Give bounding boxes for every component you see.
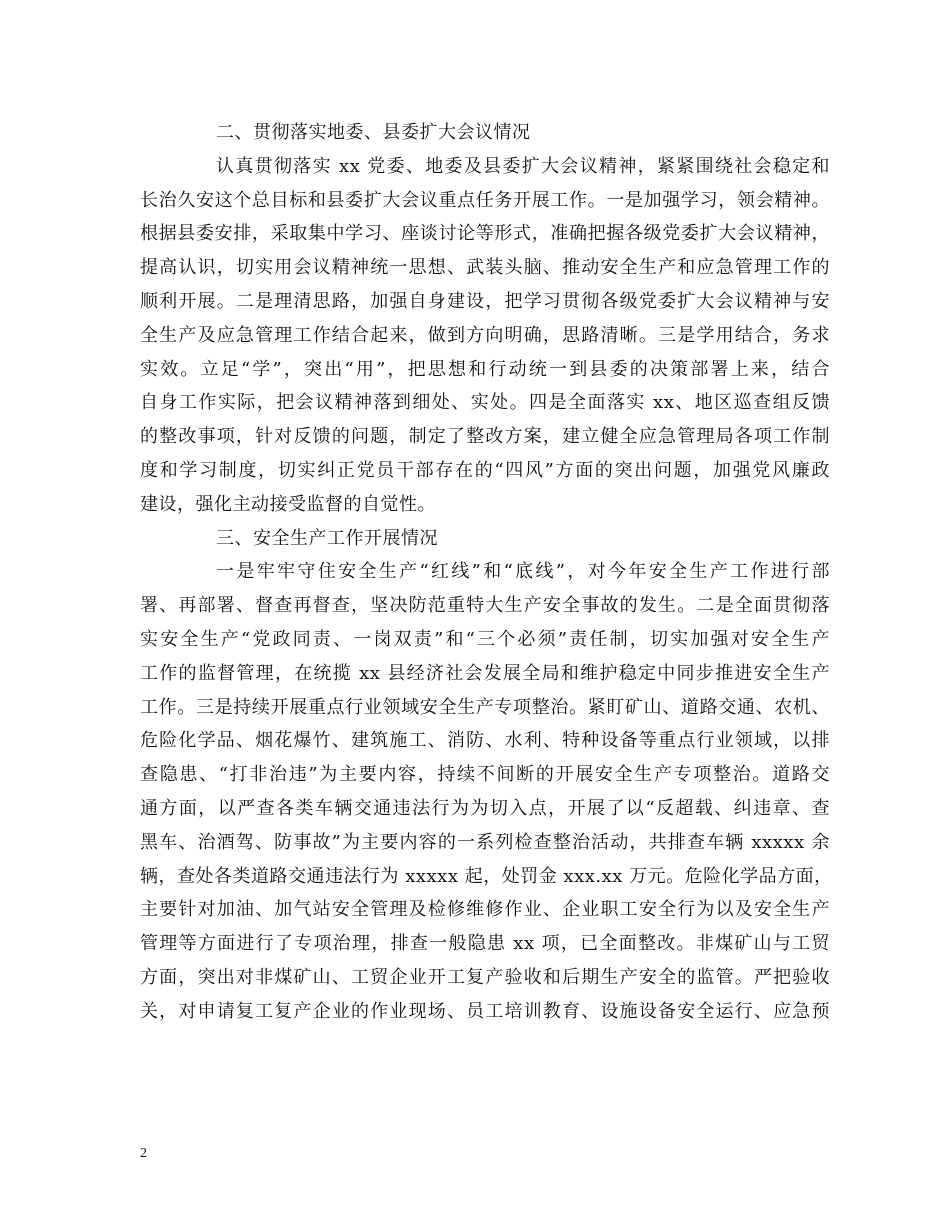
paragraph-line: 长治久安这个总目标和县委扩大会议重点任务开展工作。一是加强学习，领会精神。 <box>140 189 830 211</box>
paragraph-line: 危险化学品、烟花爆竹、建筑施工、消防、水利、特种设备等重点行业领域，以排 <box>140 730 830 752</box>
paragraph-line: 实效。立足“学”，突出“用”，把思想和行动统一到县委的决策部署上来，结合 <box>140 358 830 380</box>
paragraph-line: 署、再部署、督查再督查，坚决防范重特大生产安全事故的发生。二是全面贯彻落 <box>140 595 830 617</box>
paragraph-line: 建设，强化主动接受监督的自觉性。 <box>140 493 436 515</box>
paragraph-line: 一是牢牢守住安全生产“红线”和“底线”，对今年安全生产工作进行部 <box>216 561 830 583</box>
paragraph-line: 自身工作实际，把会议精神落到细处、实处。四是全面落实 xx、地区巡查组反馈 <box>140 392 830 414</box>
page-number: 2 <box>140 1146 147 1161</box>
paragraph-line: 查隐患、“打非治违”为主要内容，持续不间断的开展安全生产专项整治。道路交 <box>140 764 830 786</box>
paragraph-line: 主要针对加油、加气站安全管理及检修维修作业、企业职工安全行为以及安全生产 <box>140 899 830 921</box>
section-heading: 三、安全生产工作开展情况 <box>216 527 438 549</box>
paragraph-line: 辆，查处各类道路交通违法行为 xxxxx 起，处罚金 xxx.xx 万元。危险化学品方面， <box>140 865 833 887</box>
section-heading: 二、贯彻落实地委、县委扩大会议情况 <box>216 122 531 143</box>
paragraph-line: 工作的监督管理，在统揽 xx 县经济社会发展全局和维护稳定中同步推进安全生产 <box>140 662 830 684</box>
paragraph-line: 黑车、治酒驾、防事故”为主要内容的一系列检查整治活动，共排查车辆 xxxxx 余 <box>140 831 830 853</box>
paragraph-line: 关，对申请复工复产企业的作业现场、员工培训教育、设施设备安全运行、应急预 <box>140 1000 830 1022</box>
paragraph-line: 认真贯彻落实 xx 党委、地委及县委扩大会议精神，紧紧围绕社会稳定和 <box>216 155 830 177</box>
document-body <box>140 116 833 1029</box>
paragraph-line: 提高认识，切实用会议精神统一思想、武装头脑、推动安全生产和应急管理工作的 <box>140 257 830 279</box>
paragraph-line: 工作。三是持续开展重点行业领域安全生产专项整治。紧盯矿山、道路交通、农机、 <box>140 696 830 718</box>
paragraph-line: 方面，突出对非煤矿山、工贸企业开工复产验收和后期生产安全的监管。严把验收 <box>140 966 830 988</box>
paragraph-line: 顺利开展。二是理清思路，加强自身建设，把学习贯彻各级党委扩大会议精神与安 <box>140 290 830 312</box>
paragraph-line: 实安全生产“党政同责、一岗双责”和“三个必须”责任制，切实加强对安全生产 <box>140 628 830 650</box>
paragraph-line: 根据县委安排，采取集中学习、座谈讨论等形式，准确把握各级党委扩大会议精神， <box>140 223 830 245</box>
paragraph-line: 全生产及应急管理工作结合起来，做到方向明确，思路清晰。三是学用结合，务求 <box>140 324 830 346</box>
paragraph-line: 管理等方面进行了专项治理，排查一般隐患 xx 项，已全面整改。非煤矿山与工贸 <box>140 933 830 955</box>
paragraph-line: 的整改事项，针对反馈的问题，制定了整改方案，建立健全应急管理局各项工作制 <box>140 426 830 448</box>
paragraph-line: 度和学习制度，切实纠正党员干部存在的“四风”方面的突出问题，加强党风廉政 <box>140 459 830 481</box>
paragraph-line: 通方面，以严查各类车辆交通违法行为为切入点，开展了以“反超载、纠违章、查 <box>140 797 830 819</box>
